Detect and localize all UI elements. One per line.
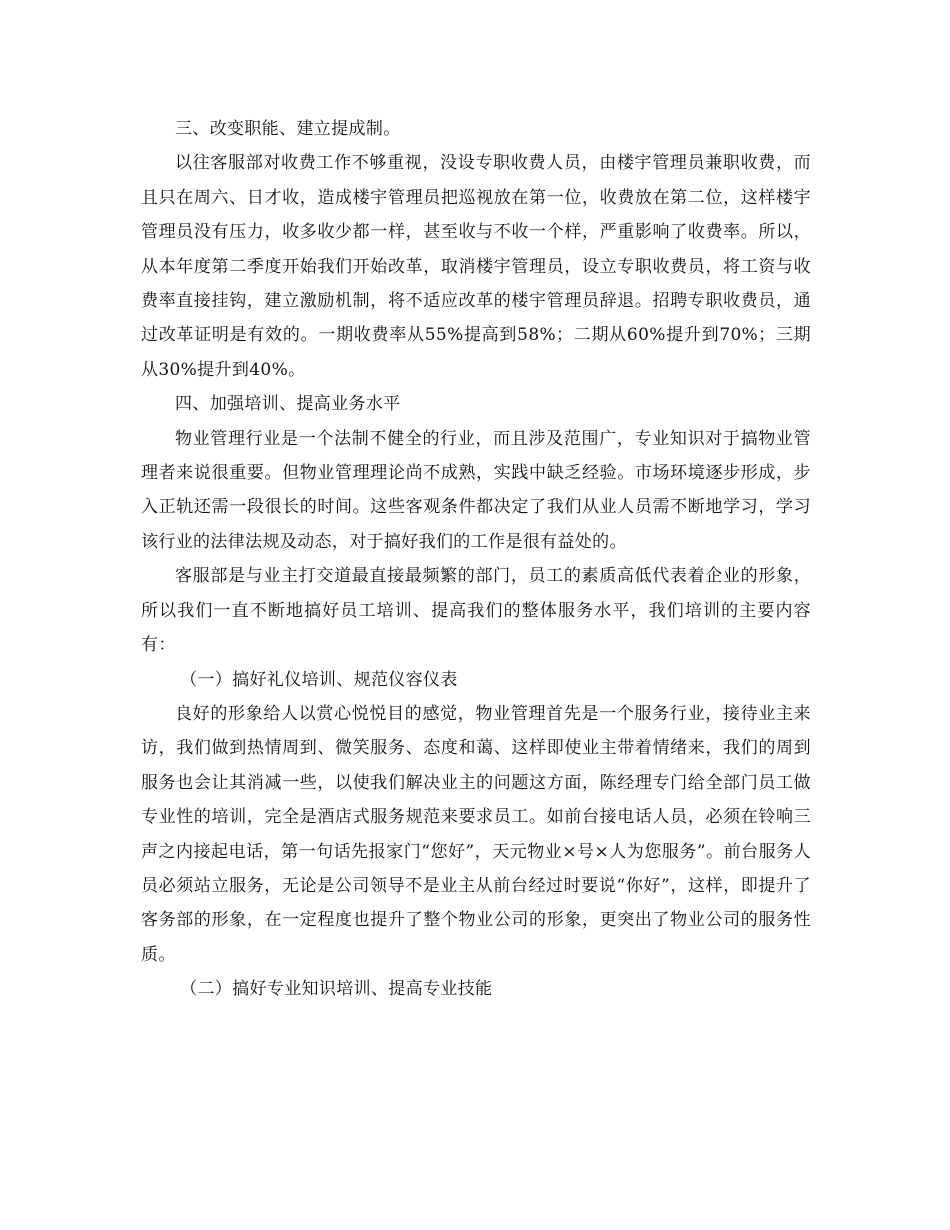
paragraph-fee-reform: 以往客服部对收费工作不够重视，没设专职收费人员，由楼宇管理员兼职收费，而且只在周六、日才收，造成楼宇管理员把巡视放在第一位，收费放在第二位，这样楼宇管理员没有压力，收多收少都一样，甚至收与不收一个样，严重影响了收费率。所以，从本年度第二季度开始我们开始改革，取消楼宇管理员，设立专职收费员，将工资与收费率直接挂钩，建立激励机制，将不适应改革的楼宇管理员辞退。招聘专职收费员，通过改革证明是有效的。一期收费率从55%提高到58%；二期从60%提升到70%；三期从30%提升到40%。: [141, 153, 811, 380]
paragraph-industry-learning: 物业管理行业是一个法制不健全的行业，而且涉及范围广，专业知识对于搞物业管理者来说很重要。但物业管理理论尚不成熟，实践中缺乏经验。市场环境逐步形成，步入正轨还需一段很长的时间。这些客观条件都决定了我们从业人员需不断地学习，学习该行业的法律法规及动态，对于搞好我们的工作是很有益处的。: [141, 428, 811, 552]
paragraph-etiquette-training: 良好的形象给人以赏心悦悦目的感觉，物业管理首先是一个服务行业，接待业主来访，我们做到热情周到、微笑服务、态度和蔼、这样即使业主带着情绪来，我们的周到服务也会让其消减一些，以使我们解决业主的问题这方面，陈经理专门给全部门员工做专业性的培训，完全是酒店式服务规范来要求员工。如前台接电话人员，必须在铃响三声之内接起电话，第一句话先报家门“您好”，天元物业×号×人为您服务”。前台服务人员必须站立服务，无论是公司领导不是业主从前台经过时要说“你好”，这样，即提升了客务部的形象，在一定程度也提升了整个物业公司的形象，更突出了物业公司的服务性质。: [141, 703, 811, 965]
paragraph-training-intro: 客服部是与业主打交道最直接最频繁的部门，员工的素质高低代表着企业的形象，所以我们一直不断地搞好员工培训、提高我们的整体服务水平，我们培训的主要内容有：: [141, 566, 811, 656]
subsection-heading-2: （二）搞好专业知识培训、提高专业技能: [180, 979, 493, 1000]
document-body: [141, 112, 811, 1007]
section-heading-3: 三、改变职能、建立提成制。: [175, 119, 401, 139]
section-heading-4: 四、加强培训、提高业务水平: [175, 394, 401, 415]
subsection-heading-1: （一）搞好礼仪培训、规范仪容仪表: [180, 669, 458, 690]
